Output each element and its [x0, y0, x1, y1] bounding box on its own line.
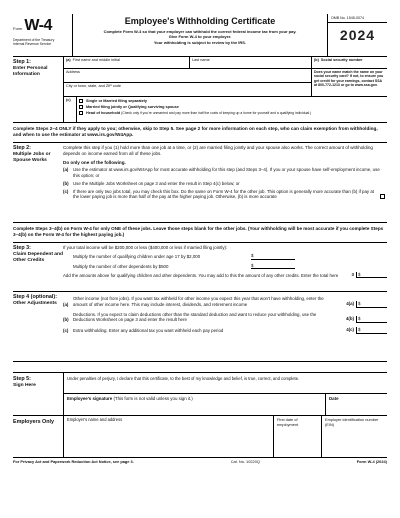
- step2-intro: Complete this step if you (1) hold more than one job at a time, or (2) are married filing jointly and your spouse also works. The correct amount of withholding depends on income earned from all of these jobs.: [63, 145, 373, 157]
- step4c-line-number: 4(c): [345, 327, 357, 334]
- filing-hoh-checkbox[interactable]: [79, 111, 83, 115]
- step2-label-block: [13, 143, 63, 222]
- step3-dollar-sign: $: [357, 272, 387, 278]
- ein-field[interactable]: [321, 416, 387, 457]
- last-name-field[interactable]: [189, 57, 311, 68]
- step5-label: Step 5:: [13, 376, 31, 383]
- step3-others-label: Multiply the number of other dependents by $500: [73, 263, 169, 269]
- step2-section: [13, 143, 387, 223]
- filing-hoh-label: Head of household: [86, 110, 121, 115]
- department-line-1: Department of the Treasury: [13, 38, 55, 43]
- step3-section: [13, 243, 387, 292]
- step1-c-tag-cell: [63, 97, 77, 122]
- employee-signature-field[interactable]: [64, 394, 325, 415]
- employers-label: Employers Only: [13, 419, 55, 426]
- ssn-field[interactable]: [311, 57, 387, 68]
- signature-label: Employee's signature: [67, 396, 113, 402]
- step4-section: [13, 292, 387, 362]
- omb-number: OMB No. 1545-0074: [328, 14, 387, 23]
- first-name-field[interactable]: [63, 57, 189, 68]
- step4-label: Step 4 (optional):: [13, 294, 58, 301]
- city-state-zip-field[interactable]: [63, 83, 311, 96]
- city-state-zip-label: City or town, state, and ZIP code: [66, 84, 122, 88]
- signature-date-field[interactable]: [325, 394, 387, 415]
- form-header: [13, 14, 387, 57]
- step1-label: Step 1:: [13, 59, 31, 65]
- step3-intro: If your total income will be $200,000 or less ($400,000 or less if married filing jointly):: [63, 245, 228, 251]
- step4c-row: [63, 327, 387, 334]
- step4c-tag: (c): [63, 328, 69, 334]
- step4b-text: Deductions. If you expect to claim deductions other than the standard deduction and want to reduce your withholding, use the Deductions Worksheet on page 3 and enter the result here: [73, 311, 317, 323]
- step4c-dollar-sign: $: [357, 327, 387, 334]
- filing-status-group: [77, 97, 387, 122]
- step3-label-block: [13, 243, 63, 291]
- step3-children-row: [73, 253, 387, 259]
- step1-b-tag: (b): [314, 58, 319, 62]
- filing-hoh-option[interactable]: [77, 111, 387, 117]
- step4b-tag: (b): [63, 317, 69, 323]
- step4b-dollar-sign: $: [357, 316, 387, 323]
- step5-section: [13, 372, 387, 416]
- name-match-text: Does your name match the name on your social security card? If not, to ensure you get credit for your earnings, contact SSA at 800-772-1213 or go to www.ssa.gov.: [314, 70, 384, 88]
- children-dollar-sign: $: [251, 253, 254, 259]
- ein-label: Employer identification number (EIN): [325, 417, 379, 427]
- step3-total-label: Add the amounts above for qualifying children and other dependents. You may add to this the amount of any other credits. Enter the total here: [63, 272, 339, 278]
- form-footer: [13, 458, 387, 465]
- filing-joint-checkbox[interactable]: [79, 105, 83, 109]
- step1-section: [13, 57, 387, 123]
- address-field[interactable]: [63, 69, 311, 83]
- address-label: Address: [66, 70, 80, 74]
- form-title: Employee's Withholding Certificate: [124, 16, 276, 26]
- step2-b-tag: (b): [63, 180, 69, 186]
- step1-sublabel: Enter Personal Information: [13, 65, 48, 77]
- filing-hoh-note: (Check only if you're unmarried and pay more than half the costs of keeping up a home for yourself and a qualifying individual.): [121, 110, 312, 115]
- two-jobs-checkbox[interactable]: [380, 194, 385, 199]
- filing-joint-label: Married filing jointly or Qualifying surviving spouse: [86, 104, 179, 109]
- step2-option-a: [63, 167, 387, 178]
- step3-line-number: 3: [345, 272, 357, 278]
- step4a-line-number: 4(a): [345, 301, 357, 308]
- employer-name-address-field[interactable]: [63, 416, 273, 457]
- step1-c-tag: (c): [66, 98, 71, 102]
- first-date-employment-label: First date of employment: [277, 417, 299, 427]
- step4-sublabel: Other Adjustments: [13, 300, 57, 306]
- step2-option-c: [63, 189, 387, 200]
- catalog-number: Cat. No. 10220Q: [230, 459, 260, 465]
- ssn-label: Social security number: [320, 58, 363, 62]
- step2-option-b: [63, 181, 387, 187]
- deductions-input[interactable]: [345, 316, 387, 323]
- extra-withholding-input[interactable]: [345, 327, 387, 334]
- step1-label-block: [13, 57, 63, 122]
- step3-children-label: Multiply the number of qualifying children under age 17 by $2,000: [73, 254, 201, 260]
- step4a-dollar-sign: $: [357, 301, 387, 308]
- form-number: W-4: [24, 17, 52, 34]
- step4a-tag: (a): [63, 301, 69, 307]
- step4-label-block: [13, 292, 63, 361]
- others-dollar-sign: $: [251, 262, 254, 268]
- step4b-row: [63, 312, 387, 323]
- name-match-note: [311, 69, 387, 96]
- step4c-text: Extra withholding. Enter any additional tax you want withheld each pay period: [73, 328, 224, 334]
- step2-a-text: Use the estimator at www.irs.gov/W4App for most accurate withholding for this step (and Steps 3–4). If you or your spouse have self-employment income, use this option; or: [73, 167, 380, 179]
- perjury-statement: Under penalties of perjury, I declare that this certificate, to the best of my knowledge and belief, is true, correct, and complete.: [67, 376, 300, 382]
- step2-c-tag: (c): [63, 188, 69, 194]
- employers-section: [13, 416, 387, 458]
- first-date-employment-field[interactable]: [273, 416, 321, 457]
- form-word: Form: [13, 26, 23, 31]
- children-amount-input[interactable]: [251, 253, 295, 259]
- tax-year: 2024: [339, 27, 376, 44]
- step3-total-input[interactable]: [345, 272, 387, 278]
- step2-c-text: If there are only two jobs total, you may check this box. Do the same on Form W-4 for the other job. This option is generally more accurate than (b) if pay at the lower paying job is more than half of the pay at the higher paying job. Otherwise, (b) is more accurate: [73, 188, 374, 200]
- step2-b-text: Use the Multiple Jobs Worksheet on page 3 and enter the result in Step 4(c) below; or: [73, 180, 240, 186]
- step3-sublabel: Claim Dependent and Other Credits: [13, 251, 64, 264]
- step3-others-row: [73, 263, 387, 269]
- privacy-notice: For Privacy Act and Paperwork Reduction Act Notice, see page 3.: [13, 459, 134, 465]
- step3-total-row: [63, 272, 387, 278]
- step2-sublabel: Multiple Jobs or Spouse Works: [13, 151, 51, 164]
- step3-label: Step 3:: [13, 245, 31, 252]
- instructions-top: Complete Steps 2–4 ONLY if they apply to you; otherwise, skip to Step 5. See page 2 for more information on each step, who can claim exemption from withholding, and when to use the estimator at www.irs.gov/W4App.: [13, 123, 387, 143]
- form-year-block: [327, 14, 387, 56]
- step1-fields: [63, 57, 387, 122]
- filing-single-checkbox[interactable]: [79, 99, 83, 103]
- step4a-text: Other income (not from jobs). If you want tax withheld for other income you expect this year that won't have withholding, enter the amount of other income here. This may include interest, dividends, and retirement income: [73, 296, 324, 307]
- step5-sublabel: Sign Here: [13, 382, 36, 388]
- step5-label-block: [13, 373, 63, 415]
- signature-note: (This form is not valid unless you sign it.): [113, 396, 193, 402]
- date-label: Date: [329, 396, 339, 402]
- form-title-block: [73, 14, 327, 56]
- step2-do-only-one: Do only one of the following.: [63, 159, 126, 165]
- other-dependents-amount-input[interactable]: [251, 263, 295, 269]
- step4a-row: [63, 296, 387, 307]
- filing-single-label: Single or Married filing separately: [86, 99, 147, 103]
- footer-form-id: Form W-4 (2024): [356, 459, 387, 465]
- header-instruction-1: Complete Form W-4 so that your employer can withhold the correct federal income tax from your pay.: [103, 28, 297, 34]
- step2-label: Step 2:: [13, 145, 31, 152]
- other-income-input[interactable]: [345, 301, 387, 308]
- first-name-label: First name and middle initial: [72, 58, 120, 62]
- form-id-block: [13, 14, 73, 56]
- step4b-line-number: 4(b): [345, 316, 357, 323]
- employer-name-address-label: Employer's name and address: [67, 417, 123, 423]
- header-instruction-2: Give Form W-4 to your employer.: [168, 34, 232, 40]
- department-line-2: Internal Revenue Service: [13, 42, 52, 47]
- step2-a-tag: (a): [63, 167, 69, 173]
- last-name-label: Last name: [192, 58, 210, 62]
- step1-a-tag: (a): [66, 58, 71, 62]
- header-instruction-3: Your withholding is subject to review by the IRS.: [153, 39, 247, 45]
- instructions-mid: Complete Steps 3–4(b) on Form W-4 for only ONE of these jobs. Leave those steps blank for the other jobs. (Your withholding will be most accurate if you complete Steps 3–4(b) on the Form W-4 for the highest paying job.): [13, 223, 387, 243]
